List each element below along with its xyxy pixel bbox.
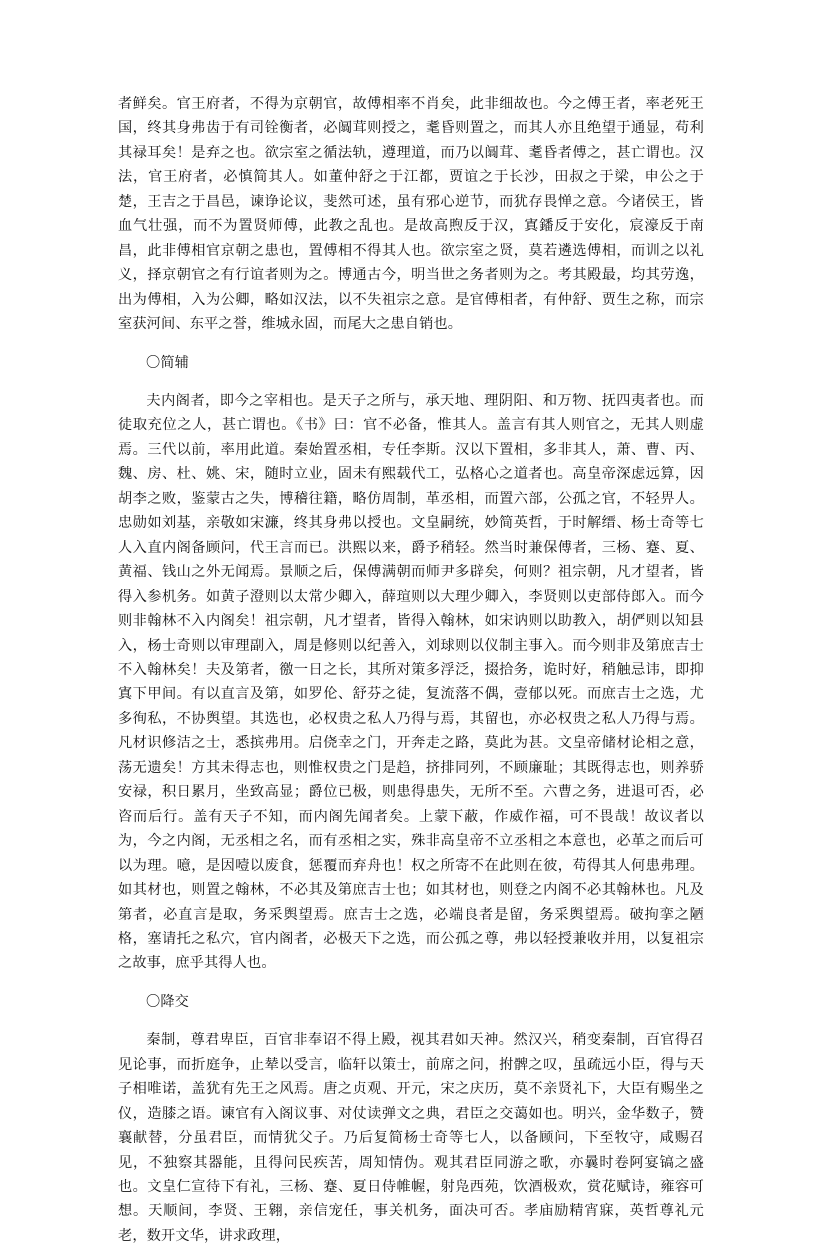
document-page: [118, 92, 704, 1248]
section-paragraph-jianfu: 夫内阁者，即今之宰相也。是天子之所与，承天地、理阴阳、和万物、抚四夷者也。而徒取充位之人，甚亡谓也。《书》曰：官不必备，惟其人。盖言有其人则官之，无其人则虚焉。三代以前，率用此道。秦始置丞相，专任李斯。汉以下置相，多非其人，萧、曹、丙、魏、房、杜、姚、宋，随时立业，固未有熙载代工，弘格心之道者也。高皇帝深虑远算，因胡李之败，鉴蒙古之失，博稽往籍，略仿周制，革丞相，而置六部，公孤之官，不轻畀人。忠勋如刘基，亲敬如宋濂，终其身弗以授也。文皇嗣统，妙简英哲，于时解缙、杨士奇等七人入直内阁备顾问，代王言而已。洪熙以来，爵予稍轻。然当时兼保傅者，三杨、蹇、夏、黄福、钱山之外无闻焉。景顺之后，保傅满朝而师尹多辟矣，何则？祖宗朝，凡才望者，皆得入参机务。如黄子澄则以太常少卿入，薛瑄则以大理少卿入，李贤则以吏部侍郎入。而今则非翰林不入内阁矣！祖宗朝，凡才望者，皆得入翰林，如宋讷则以助教入，胡俨则以知县入，杨士奇则以审理副入，周是修则以纪善入，刘球则以仪制主事入。而今则非及第庶吉士不入翰林矣！夫及第者，徼一日之长，其所对策多浮泛，掇拾务，诡时好，稍触忌讳，即抑寘下甲间。有以直言及第，如罗伦、舒芬之徒，复流落不偶，壹郁以死。而庶吉士之选，尤多徇私，不协舆望。其选也，必权贵之私人乃得与焉，其留也，亦必权贵之私人乃得与焉。凡材识修洁之士，悉摈弗用。启侥幸之门，开奔走之路，莫此为甚。文皇帝储材论相之意，荡无遗矣！方其未得志也，则惟权贵之门是趋，挤排同列，不顾廉耻；其既得志也，则养骄安禄，积日累月，坐致高显；爵位已极，则患得患失，无所不至。六曹之务，进退可否，必咨而后行。盖有天子不知，而内阁先闻者矣。上蒙下蔽，作威作福，可不畏哉！故议者以为，今之内阁，无丞相之名，而有丞相之实，殊非高皇帝不立丞相之本意也，必革之而后可以为理。噫，是因噎以废食，惩覆而弃舟也！权之所寄不在此则在彼，苟得其人何患弗理。如其材也，则置之翰林，不必其及第庶吉士也；如其材也，则登之内阁不必其翰林也。凡及第者，必直言是取，务采舆望焉。庶吉士之选，必端良者是留，务采舆望焉。破拘挛之陋格，塞请托之私穴，官内阁者，必极天下之选，而公孤之尊，弗以轻授兼收并用，以复祖宗之故事，庶乎其得人也。: [118, 392, 704, 972]
section-heading-jiangjiao: 〇降交: [146, 993, 190, 1010]
section-paragraph-jiangjiao: 秦制，尊君卑臣，百官非奉诏不得上殿，视其君如天神。然汉兴，稍变秦制，百官得召见论事，而折庭争，止辇以受言，临轩以策士，前席之问，拊髀之叹，虽疏远小臣，得与天子相唯诺，盖犹有先王之风焉。唐之贞观、开元，宋之庆历，莫不亲贤礼下，大臣有赐坐之仪，造膝之语。谏官有入阁议事、对仗读弹文之典，君臣之交蔼如也。明兴，金华数子，赞襄献替，分虽君臣，而情犹父子。乃后复简杨士奇等七人，以备顾问，下至牧守，咸赐召见，不独察其器能，且得问民疾苦，周知情伪。观其君臣同游之歌，亦曩时卷阿宴镐之盛也。文皇仁宣待下有礼，三杨、蹇、夏日侍帷幄，射凫西苑，饮酒极欢，赏花赋诗，雍容可想。天顺间，李贤、王翱，亲信宠任，事关机务，面决可否。孝庙励精宵寐，英哲尊礼元老，数开文华，讲求政理，: [118, 1032, 704, 1244]
intro-paragraph: 者鲜矣。官王府者，不得为京朝官，故傅相率不肖矣，此非细故也。今之傅王者，率老死王国，终其身弗齿于有司铨衡者，必阘茸则授之，耄昏则置之，而其人亦且绝望于通显，苟利其禄耳矣！是弃之也。欲宗室之循法轨，遵理道，而乃以阘茸、耄昏者傅之，甚亡谓也。汉法，官王府者，必慎简其人。如董仲舒之于江都，贾谊之于长沙，田叔之于梁，申公之于楚，王吉之于昌邑，谏诤论议，斐然可述，虽有邪心逆节，而犹存畏惮之意。今诸侯王，皆血气壮强，而不为置贤师傅，此教之乱也。是故高煦反于汉，寘鐇反于安化，宸濠反于南昌，此非傅相官京朝之患也，置傅相不得其人也。欲宗室之贤，莫若遴选傅相，而训之以礼义，择京朝官之有行谊者则为之。博通古今，明当世之务者则为之。考其殿最，均其劳逸，出为傅相，入为公卿，略如汉法，以不失祖宗之意。是官傅相者，有仲舒、贾生之称，而宗室获河间、东平之誉，维城永固，而尾大之患自销也。: [118, 96, 704, 333]
section-heading-jianfu: 〇简辅: [146, 354, 190, 371]
